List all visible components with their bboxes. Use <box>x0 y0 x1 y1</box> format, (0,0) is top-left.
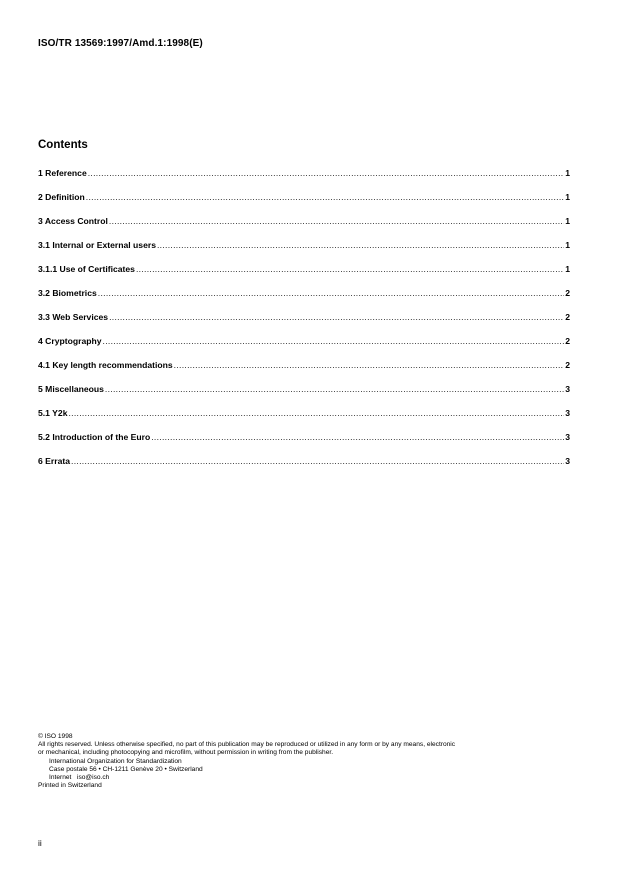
toc-entry-3-3-web-services[interactable] <box>38 312 570 336</box>
toc-entry-page: 1 <box>565 168 570 178</box>
toc-entry-page: 1 <box>565 264 570 274</box>
toc-entry-label: 1 Reference <box>38 168 87 178</box>
toc-entry-5-2-introduction-of-the-euro[interactable] <box>38 432 570 456</box>
toc-entry-label: 5.1 Y2k <box>38 408 68 418</box>
toc-dot-leader <box>105 384 564 394</box>
toc-entry-label: 3.1 Internal or External users <box>38 240 156 250</box>
toc-dot-leader <box>68 408 564 418</box>
toc-entry-page: 1 <box>565 216 570 226</box>
internet-contact <box>38 774 583 782</box>
toc-entry-label: 2 Definition <box>38 192 85 202</box>
internet-label: Internet <box>49 774 72 782</box>
toc-entry-5-1-y2k[interactable] <box>38 408 570 432</box>
toc-entry-2-definition[interactable] <box>38 192 570 216</box>
toc-entry-label: 5.2 Introduction of the Euro <box>38 432 151 442</box>
contents-heading: Contents <box>38 139 88 151</box>
toc-entry-3-1-1-use-of-certificates[interactable] <box>38 264 570 288</box>
printed-location: Printed in Switzerland <box>38 782 102 790</box>
toc-entry-label: 3.1.1 Use of Certificates <box>38 264 135 274</box>
toc-entry-page: 1 <box>565 240 570 250</box>
organization-address: Case postale 56 • CH-1211 Genève 20 • Switzerland <box>49 765 203 773</box>
toc-entry-page: 3 <box>565 456 570 466</box>
toc-entry-4-cryptography[interactable] <box>38 336 570 360</box>
toc-dot-leader <box>103 336 565 346</box>
toc-entry-3-1-internal-external-users[interactable] <box>38 240 570 264</box>
toc-entry-6-errata[interactable] <box>38 456 570 480</box>
toc-entry-label: 6 Errata <box>38 456 71 466</box>
table-of-contents <box>38 168 570 480</box>
toc-dot-leader <box>109 216 564 226</box>
toc-dot-leader <box>136 264 564 274</box>
toc-entry-page: 3 <box>565 384 570 394</box>
toc-dot-leader <box>71 456 564 466</box>
toc-entry-page: 3 <box>565 432 570 442</box>
toc-dot-leader <box>157 240 564 250</box>
toc-dot-leader <box>109 312 564 322</box>
copyright-notice: © ISO 1998 <box>38 733 73 740</box>
toc-entry-label: 5 Miscellaneous <box>38 384 104 394</box>
toc-entry-5-miscellaneous[interactable] <box>38 384 570 408</box>
toc-dot-leader <box>86 192 564 202</box>
internet-address: iso@iso.ch <box>77 774 110 782</box>
rights-statement-line-2: or mechanical, including photocopying and microfilm, without permission in writing from the publisher. <box>38 749 334 757</box>
toc-entry-page: 2 <box>565 288 570 298</box>
toc-entry-page: 2 <box>565 312 570 322</box>
toc-dot-leader <box>174 360 565 370</box>
toc-entry-label: 3.2 Biometrics <box>38 288 97 298</box>
toc-entry-3-access-control[interactable] <box>38 216 570 240</box>
toc-dot-leader <box>151 432 564 442</box>
toc-dot-leader <box>88 168 564 178</box>
toc-dot-leader <box>98 288 564 298</box>
page-number: ii <box>38 838 42 848</box>
toc-entry-4-1-key-length-recommendations[interactable] <box>38 360 570 384</box>
copyright-block <box>38 733 583 790</box>
toc-entry-label: 3.3 Web Services <box>38 312 109 322</box>
rights-statement-line-1: All rights reserved. Unless otherwise specified, no part of this publication may be reproduced or utilized in any form or by any means, electronic <box>38 741 456 749</box>
toc-entry-page: 2 <box>565 336 570 346</box>
toc-entry-page: 3 <box>565 408 570 418</box>
organization-name: International Organization for Standardization <box>49 757 182 765</box>
toc-entry-page: 1 <box>565 192 570 202</box>
toc-entry-1-reference[interactable] <box>38 168 570 192</box>
document-identifier: ISO/TR 13569:1997/Amd.1:1998(E) <box>38 38 203 49</box>
toc-entry-page: 2 <box>565 360 570 370</box>
toc-entry-label: 4 Cryptography <box>38 336 102 346</box>
toc-entry-label: 4.1 Key length recommendations <box>38 360 173 370</box>
toc-entry-3-2-biometrics[interactable] <box>38 288 570 312</box>
toc-entry-label: 3 Access Control <box>38 216 108 226</box>
